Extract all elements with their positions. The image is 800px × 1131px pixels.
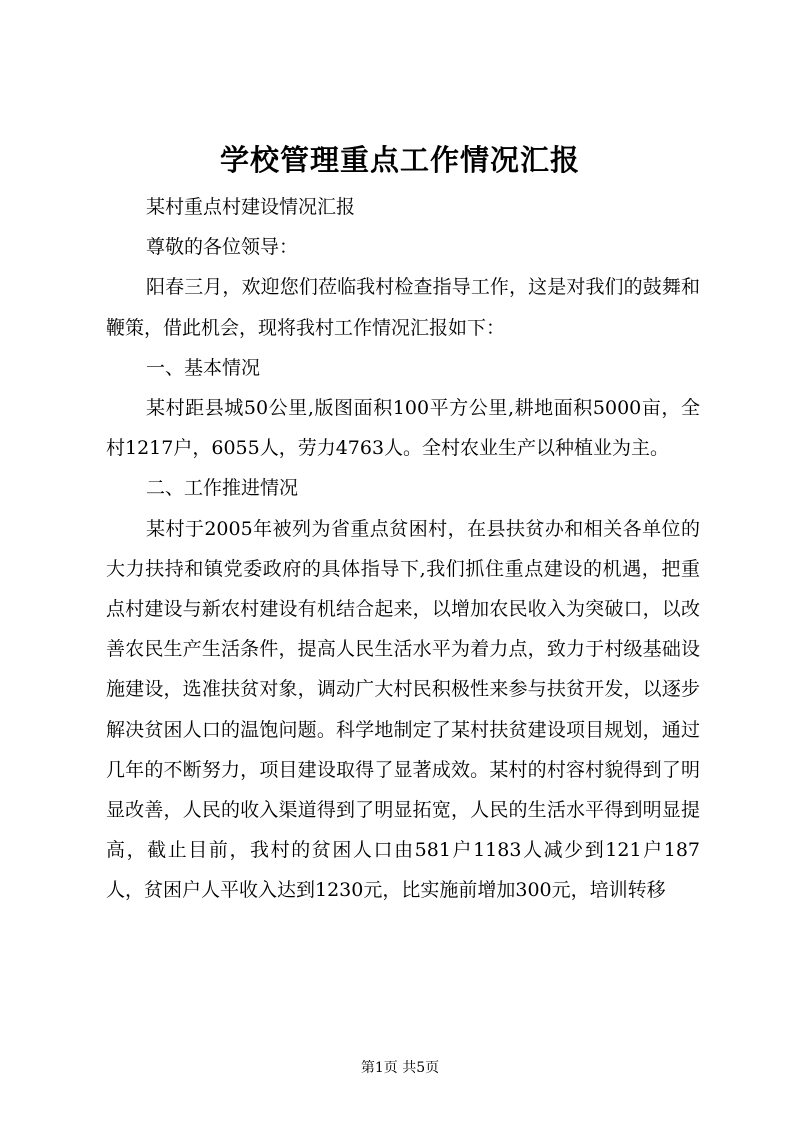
progress-paragraph: 某村于2005年被列为省重点贫困村，在县扶贫办和相关各单位的大力扶持和镇党委政府的具体指导下,我们抓住重点建设的机遇，把重点村建设与新农村建设有机结合起来，以增加农民收入为突破口，以改善农民生产生活条件，提高人民生活水平为着力点，致力于村级基础设施建设，选准扶贫对象，调动广大村民积极性来参与扶贫开发，以逐步解决贫困人口的温饱问题。科学地制定了某村扶贫建设项目规划，通过几年的不断努力，项目建设取得了显著成效。某村的村容村貌得到了明显改善，人民的收入渠道得到了明显拓宽，人民的生活水平得到明显提高，截止目前，我村的贫困人口由581户1183人减少到121户187人，贫困户人平收入达到1230元，比实施前增加300元，培训转移 — [106, 517, 700, 902]
document-title: 学校管理重点工作情况汇报 — [219, 143, 580, 177]
section-heading-basic: 一、基本情况 — [146, 356, 261, 379]
document-body — [106, 187, 700, 911]
section-heading-progress: 二、工作推进情况 — [146, 477, 299, 500]
intro-paragraph: 阳春三月，欢迎您们莅临我村检查指导工作，这是对我们的鼓舞和鞭策，借此机会，现将我村工作情况汇报如下： — [106, 276, 700, 339]
page-footer: 第1页 共5页 — [360, 1060, 440, 1076]
basic-info-paragraph: 某村距县城50公里,版图面积100平方公里,耕地面积5000亩，全村1217户，6055人，劳力4763人。全村农业生产以种植业为主。 — [106, 397, 700, 460]
salutation-paragraph: 尊敬的各位领导： — [146, 236, 299, 259]
subtitle-paragraph: 某村重点村建设情况汇报 — [146, 196, 356, 218]
